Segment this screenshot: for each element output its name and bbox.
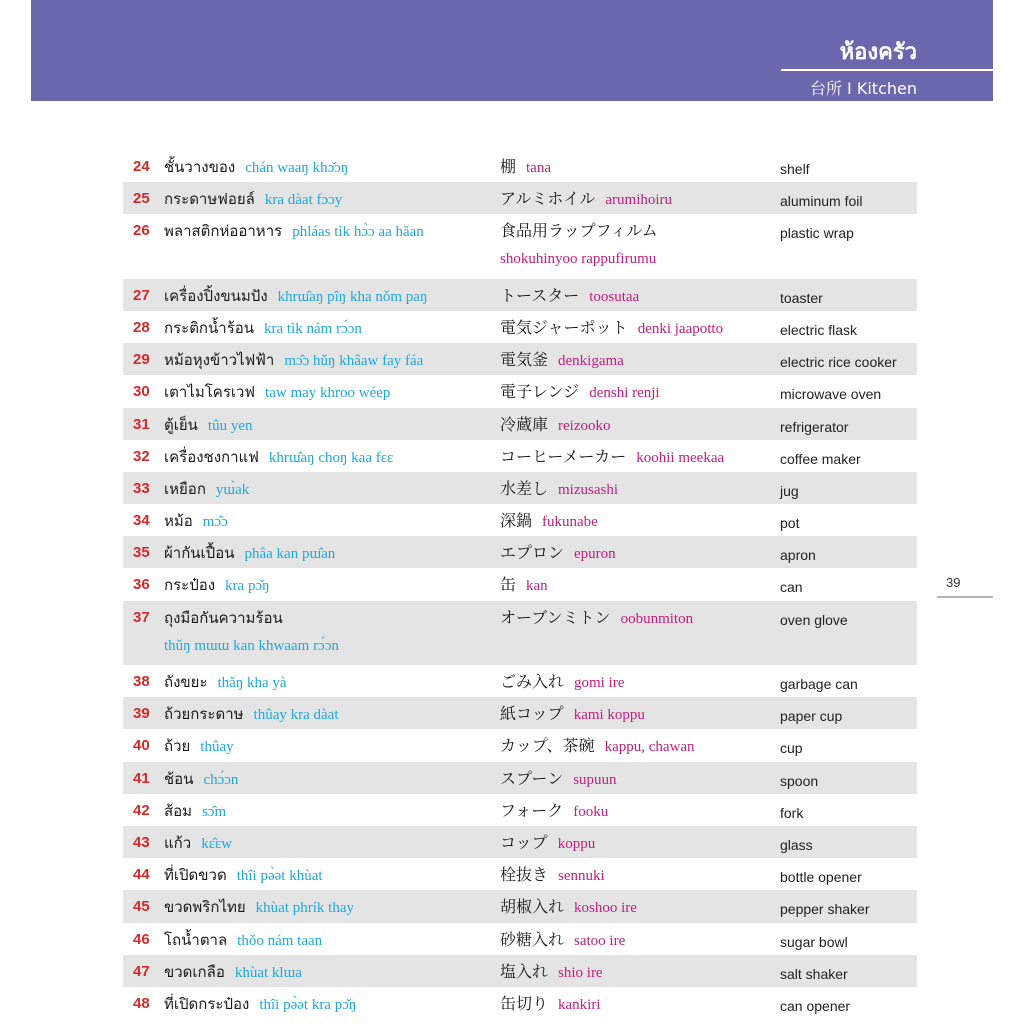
english-word: spoon [780,772,819,789]
table-row [123,794,917,826]
english-word: fork [780,804,804,821]
table-row [123,826,917,858]
japanese-word: 水差し [500,478,549,498]
japanese-word: アルミホイル [500,189,596,209]
japanese-romanization: oobunmiton [620,610,694,627]
entry-number: 24 [133,158,150,175]
thai-word: ถังขยะ [164,673,208,692]
japanese-romanization: mizusashi [558,481,619,498]
thai-column [164,221,424,242]
japanese-column [500,769,617,790]
english-word: salt shaker [780,965,848,982]
japanese-word: 缶切り [500,993,549,1013]
english-word: shelf [780,161,810,177]
thai-word: เหยือก [164,479,206,498]
thai-romanization: taw may khroo wéep [265,385,391,402]
japanese-word: 紙コップ [500,704,564,724]
entry-number: 47 [133,962,150,980]
japanese-romanization: fukunabe [542,514,598,531]
thai-word: ถุงมือกันความร้อน [164,608,283,627]
thai-column [164,736,234,757]
japanese-word: カップ、茶碗 [500,736,595,756]
table-row [123,568,917,600]
page-number-rule [937,596,993,598]
japanese-word: 栓抜き [500,865,549,885]
japanese-column [500,447,724,468]
english-word: bottle opener [780,869,862,886]
japanese-word: 電子レンジ [500,382,580,402]
thai-column [164,962,302,983]
japanese-column [500,511,598,532]
chapter-subtitle: 台所 I Kitchen [809,79,917,98]
japanese-column [500,318,723,339]
table-row [123,536,917,568]
thai-romanization: chán waaŋ khɔ̌ɔŋ [245,160,349,176]
table-row [123,890,917,922]
japanese-romanization: gomi ire [574,675,625,692]
thai-word: หม้อ [164,512,193,531]
thai-word: กระดาษฟอยล์ [164,190,255,209]
thai-column [164,930,322,951]
english-word: can opener [780,997,851,1014]
thai-column [164,897,354,918]
entry-number: 28 [133,318,150,336]
banner-divider [781,69,993,71]
entry-number: 32 [133,447,150,465]
japanese-romanization: toosutaa [589,288,640,305]
thai-word: หม้อหุงข้าวไฟฟ้า [164,351,275,370]
entry-number: 37 [133,608,150,626]
japanese-word: フォーク [500,800,564,820]
table-row [123,762,917,794]
table-row [123,440,917,472]
thai-romanization: mɔ̂ɔ hǔŋ khâaw fay fáa [284,353,424,370]
english-word: oven glove [780,611,848,628]
japanese-column [500,189,672,210]
thai-column [164,672,287,693]
japanese-word: 缶 [500,575,517,595]
english-word: sugar bowl [780,933,848,950]
japanese-romanization: kankiri [558,996,601,1013]
thai-romanization: khrɯ̂aŋ choŋ kaa fɛɛ [268,449,394,466]
japanese-romanization: epuron [574,546,616,563]
english-word: can [780,579,803,596]
japanese-romanization: koppu [557,835,596,852]
table-row [123,923,917,955]
english-word: glass [780,836,813,853]
thai-word: ที่เปิดขวด [164,866,227,885]
japanese-word: 深鍋 [500,511,533,531]
thai-word: เครื่องปิ้งขนมปัง [164,286,268,305]
thai-romanization: thǎŋ kha yà [217,675,287,692]
english-word: paper cup [780,708,843,725]
japanese-column [500,543,616,564]
japanese-word: 棚 [500,157,517,176]
thai-word: กระติกน้ำร้อน [164,318,255,337]
table-row [123,343,917,375]
english-word: pot [780,515,800,532]
table-row [123,504,917,536]
thai-romanization: thîi pə̀ət khùat [236,868,323,885]
japanese-romanization: shio ire [558,964,603,981]
thai-word: กระป๋อง [164,576,216,595]
thai-word: ถ้วย [164,737,191,756]
japanese-word: コーヒーメーカー [500,446,627,466]
thai-column [164,350,423,371]
english-word: pepper shaker [780,901,870,918]
japanese-romanization: denshi renji [589,385,660,402]
japanese-word: トースター [500,285,580,305]
japanese-romanization: denkigama [558,353,624,370]
thai-romanization: phláas tìk hɔ̀ɔ aa hǎan [292,224,424,241]
japanese-column [500,865,605,886]
japanese-word: スプーン [500,768,564,788]
thai-word: ตู้เย็น [164,415,198,434]
thai-word: ส้อม [164,801,193,820]
thai-column [164,415,253,436]
thai-romanization: yɯ̀ak [215,481,250,498]
japanese-column [500,221,658,269]
japanese-column [500,479,618,500]
entry-number: 45 [133,898,150,916]
thai-romanization: chɔ́ɔn [203,771,239,788]
japanese-romanization: denki jaapotto [637,320,724,337]
entry-number: 44 [133,866,150,884]
thai-column [164,318,362,339]
thai-column [164,994,356,1015]
table-row [123,955,917,987]
table-row [123,311,917,343]
thai-word: พลาสติกห่ออาหาร [164,222,283,241]
japanese-word: ごみ入れ [500,672,565,692]
japanese-word: 電気釜 [500,350,549,370]
japanese-column [500,801,608,822]
thai-column [164,189,342,210]
japanese-column [500,608,693,629]
thai-column [164,769,238,790]
thai-romanization: khrɯ̂aŋ pîŋ kha nǒm paŋ [277,288,428,305]
table-row [123,150,917,182]
english-word: cup [780,740,803,757]
japanese-romanization: kan [526,578,548,595]
japanese-romanization: kappu, chawan [604,739,695,756]
japanese-column [500,157,551,178]
japanese-romanization: arumihoiru [605,192,673,209]
thai-word: ช้อน [164,769,194,788]
entry-number: 35 [133,544,150,562]
english-word: toaster [780,289,823,306]
thai-column [164,833,232,854]
japanese-column [500,286,639,307]
thai-column [164,382,390,403]
english-word: garbage can [780,676,858,693]
thai-column [164,801,226,822]
japanese-column [500,736,695,757]
english-word: jug [780,482,799,499]
page-number: 39 [946,575,961,590]
thai-column [164,479,249,500]
table-row [123,279,917,311]
table-row [123,665,917,697]
thai-romanization: sɔ̂m [202,803,227,820]
english-word: refrigerator [780,418,849,435]
thai-column [164,608,339,656]
japanese-word: 塩入れ [500,961,549,981]
english-word: aluminum foil [780,193,863,210]
japanese-romanization: supuun [573,771,617,788]
thai-word: เครื่องชงกาแฟ [164,447,259,466]
vocabulary-table [123,150,917,1019]
entry-number: 30 [133,383,150,401]
thai-word: ถ้วยกระดาษ [164,705,244,724]
table-row [123,408,917,440]
japanese-word: 砂糖入れ [500,929,565,949]
thai-column [164,511,228,532]
japanese-romanization: kami koppu [573,707,645,724]
entry-number: 25 [133,190,150,208]
english-word: coffee maker [780,450,861,467]
thai-romanization: khùat phrík thay [255,900,354,917]
thai-column [164,865,323,886]
thai-romanization: kra pɔ̌ŋ [225,578,270,595]
chapter-title: ห้องครัว [839,40,917,65]
entry-number: 33 [133,479,150,497]
thai-romanization: thǔŋ mɯɯ kan khwaam rɔ́ɔn [164,637,339,654]
table-row [123,697,917,729]
japanese-column [500,350,624,371]
japanese-romanization: fooku [573,803,609,820]
table-row [123,729,917,761]
japanese-column [500,415,611,436]
japanese-word: 電気ジャーポット [500,317,628,337]
japanese-romanization: reizooko [558,417,611,434]
japanese-word: 食品用ラップフィルム [500,221,658,241]
thai-romanization: kra tìk nám rɔ́ɔn [264,320,362,337]
thai-column [164,157,348,178]
japanese-column [500,962,603,983]
japanese-word: コップ [500,832,548,852]
entry-number: 46 [133,930,150,948]
thai-column [164,447,393,468]
entry-number: 39 [133,705,150,723]
japanese-word: 胡椒入れ [500,897,565,917]
thai-romanization: thûay kra dàat [253,707,339,724]
entry-number: 40 [133,737,150,755]
entry-number: 48 [133,994,150,1012]
thai-column [164,575,270,596]
thai-romanization: thîi pə̀ət kra pɔ̌ŋ [259,996,357,1013]
entry-number: 42 [133,801,150,819]
japanese-word: エプロン [500,543,565,563]
thai-romanization: khùat klɯa [234,964,302,981]
japanese-column [500,704,645,725]
japanese-romanization: shokuhinyoo rappufirumu [500,251,657,268]
thai-romanization: thǒo nám taan [237,932,323,949]
thai-word: ขวดเกลือ [164,962,225,981]
entry-number: 31 [133,415,150,433]
thai-word: ขวดพริกไทย [164,898,246,917]
table-row [123,858,917,890]
english-word: electric rice cooker [780,354,897,371]
thai-romanization: tûu yen [207,417,253,434]
entry-number: 29 [133,351,150,369]
entry-number: 43 [133,833,150,851]
table-row [123,472,917,504]
japanese-romanization: tana [526,160,551,176]
entry-number: 41 [133,769,150,787]
japanese-column [500,672,624,693]
table-row [123,375,917,407]
thai-word: เตาไมโครเวฟ [164,383,256,402]
english-word: plastic wrap [780,225,854,242]
table-row [123,182,917,214]
japanese-column [500,897,637,918]
thai-word: แก้ว [164,833,192,852]
japanese-romanization: koohii meekaa [636,449,725,466]
english-word: microwave oven [780,386,882,403]
table-row [123,214,917,278]
chapter-banner [31,0,993,101]
thai-romanization: phâa kan pɯ̂an [244,546,336,563]
thai-column [164,543,335,564]
table-row [123,987,917,1019]
japanese-column [500,994,601,1015]
japanese-column [500,575,548,596]
japanese-column [500,833,595,854]
entry-number: 36 [133,576,150,594]
entry-number: 34 [133,512,150,530]
thai-romanization: mɔ̂ɔ [202,514,228,531]
entry-number: 26 [133,222,150,240]
thai-word: โถน้ำตาล [164,930,228,949]
thai-romanization: thûay [200,739,234,756]
english-word: electric flask [780,321,858,338]
thai-column [164,286,427,307]
entry-number: 38 [133,673,150,691]
table-row [123,601,917,665]
entry-number: 27 [133,286,150,304]
thai-word: ชั้นวางของ [164,158,236,176]
japanese-romanization: sennuki [558,868,605,885]
english-word: apron [780,547,816,564]
japanese-column [500,930,625,951]
japanese-word: オーブンミトン [500,607,611,627]
japanese-romanization: koshoo ire [574,900,637,917]
japanese-romanization: satoo ire [574,932,626,949]
thai-romanization: kra dàat fɔɔy [264,192,343,209]
thai-word: ผ้ากันเปื้อน [164,544,235,563]
japanese-column [500,382,660,403]
thai-word: ที่เปิดกระป๋อง [164,994,250,1013]
thai-romanization: kɛ̂ɛw [201,835,233,852]
thai-column [164,704,339,725]
japanese-word: 冷蔵庫 [500,414,549,434]
